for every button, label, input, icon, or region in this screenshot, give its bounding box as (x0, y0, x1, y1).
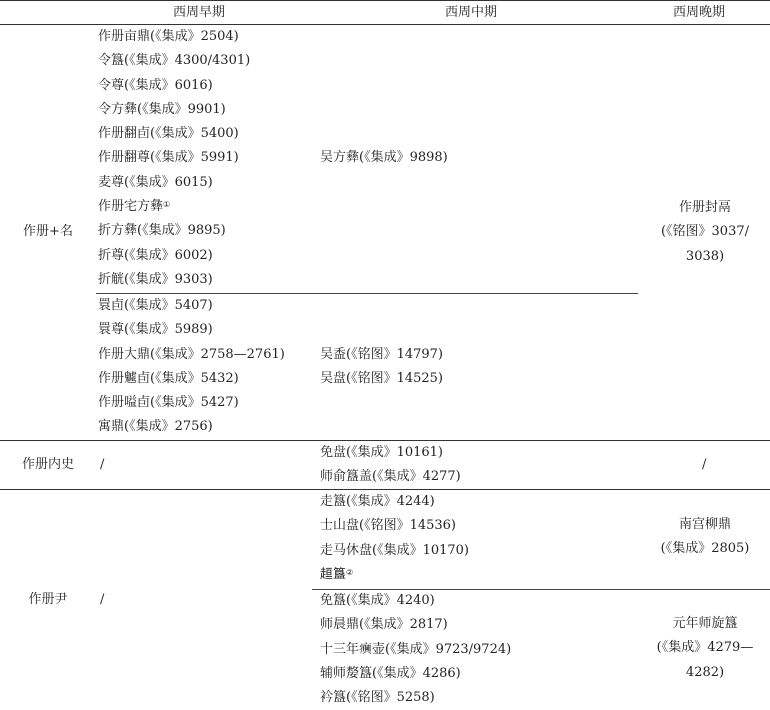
category-zuoce-neishi: 作册内史 (21, 457, 74, 472)
list-item: 作册大鼎(《集成》2758—2761) (98, 346, 285, 362)
list-item: 作册魖卣(《集成》5432) (98, 370, 239, 386)
list-item: 令簋(《集成》4300/4301) (98, 53, 251, 69)
late-line: (《铭图》3037/ (660, 224, 750, 240)
early-empty: / (100, 592, 105, 607)
list-item: 走马休盘(《集成》10170) (320, 542, 469, 558)
early-list-b (98, 294, 285, 440)
late-line: 3038) (685, 248, 725, 264)
list-item: 作册嗌卣(《集成》5427) (98, 395, 239, 411)
early-list-a (98, 25, 250, 292)
list-item (98, 195, 250, 219)
list-item: 吴盉(《铭图》14797) (320, 347, 443, 362)
late-yin-b (645, 612, 765, 685)
footnote-marker: ② (346, 567, 354, 577)
header-late: 西周晚期 (673, 5, 726, 20)
middle-item-wu-fangyi: 吴方彝(《集成》9898) (320, 150, 448, 165)
middle-list-yin-b (320, 589, 511, 710)
middle-list-yin-a (320, 490, 469, 587)
list-item: 吴盘(《铭图》14525) (320, 371, 443, 387)
late-line: 南宫柳鼎 (678, 517, 731, 532)
footnote-marker: ① (163, 200, 171, 210)
list-item: 令方彝(《集成》9901) (98, 101, 226, 117)
list-item: 折觥(《集成》9303) (98, 271, 213, 287)
list-item: 作册翻卣(《集成》5400) (98, 126, 239, 142)
header-top-rule (0, 0, 770, 1)
early-empty: / (100, 457, 105, 472)
list-item: 折方彝(《集成》9895) (98, 223, 226, 239)
category-zuoce-yin: 作册尹 (28, 592, 68, 607)
list-item: 走簋(《集成》4244) (320, 494, 435, 509)
item-text: 𧻚簋 (320, 566, 347, 582)
late-zuoce-ming (645, 196, 765, 269)
middle-list-b (320, 343, 443, 392)
late-line: 元年师旋簋 (672, 616, 738, 631)
late-line: 作册封鬲 (678, 200, 731, 215)
list-item: 睘卣(《集成》5407) (98, 298, 213, 313)
list-item (320, 563, 469, 587)
header-early: 西周早期 (173, 5, 226, 20)
middle-list-neishi (320, 441, 461, 490)
category-zuoce-ming: 作册+名 (23, 224, 73, 239)
list-item: 十三年𤼈壶(《集成》9723/9724) (320, 641, 512, 657)
list-item: 免盘(《集成》10161) (320, 445, 443, 460)
list-item: 折尊(《集成》6002) (98, 247, 213, 263)
item-text: 作册宅方彝 (98, 199, 164, 215)
header-middle: 西周中期 (445, 5, 498, 20)
late-yin-a (645, 513, 765, 562)
late-line: (《集成》2805) (660, 541, 750, 557)
list-item: 衿簋(《铭图》5258) (320, 690, 435, 706)
late-empty: / (702, 457, 707, 472)
late-line: (《集成》4279— (656, 640, 754, 656)
list-item: 睘尊(《集成》5989) (98, 322, 213, 338)
list-item: 作册翻尊(《集成》5991) (98, 150, 239, 166)
list-item: 辅师嫠簋(《集成》4286) (320, 665, 461, 681)
list-item: 麦尊(《集成》6015) (98, 174, 213, 190)
list-item: 作册亩鼎(《集成》2504) (98, 29, 239, 44)
list-item: 令尊(《集成》6016) (98, 77, 213, 93)
list-item: 士山盘(《铭图》14536) (320, 518, 456, 534)
list-item: 寓鼎(《集成》2756) (98, 419, 213, 435)
list-item: 师晨鼎(《集成》2817) (320, 617, 448, 633)
late-line: 4282) (685, 664, 725, 680)
list-item: 师俞簋盖(《集成》4277) (320, 469, 461, 485)
list-item: 免簋(《集成》4240) (320, 593, 435, 608)
